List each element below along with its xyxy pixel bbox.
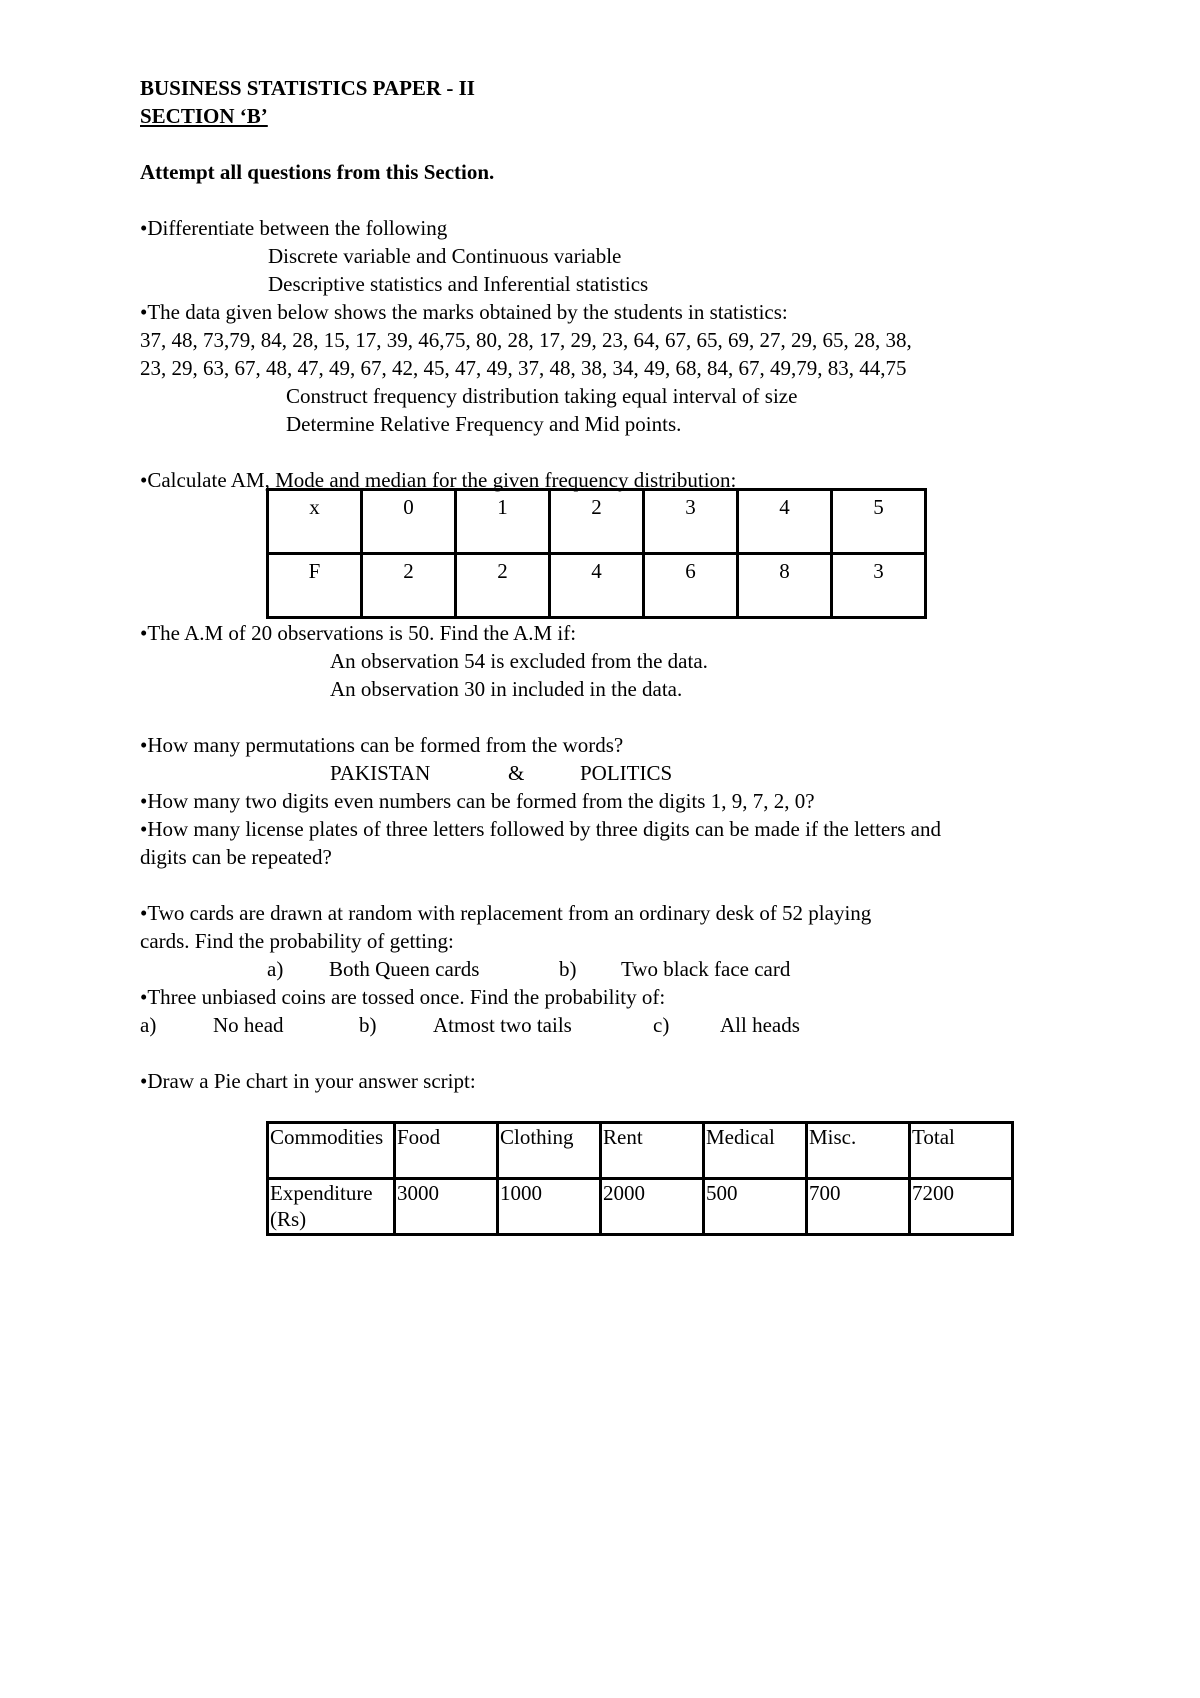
option-label: c): [653, 1013, 670, 1037]
question-2-item-2: Determine Relative Frequency and Mid points.: [286, 412, 682, 436]
section-title: SECTION ‘B’: [140, 104, 268, 128]
table-row: [268, 1123, 1013, 1179]
table-cell: 1000: [498, 1179, 601, 1235]
instruction: Attempt all questions from this Section.: [140, 160, 495, 184]
table-cell: 2: [550, 490, 644, 554]
question-4: •The A.M of 20 observations is 50. Find the A.M if:: [140, 621, 577, 645]
question-3: •Calculate AM, Mode and median for the given frequency distribution:: [140, 468, 737, 492]
table-cell: 2000: [601, 1179, 704, 1235]
table-row: [268, 490, 926, 554]
table-cell: 700: [807, 1179, 910, 1235]
question-10: •Draw a Pie chart in your answer script:: [140, 1069, 476, 1093]
question-5: •How many permutations can be formed from the words?: [140, 733, 624, 757]
question-2-data-line-1: 37, 48, 73,79, 84, 28, 15, 17, 39, 46,75, 80, 28, 17, 29, 23, 64, 67, 65, 69, 27, 29, 65, 28, 38,: [140, 328, 912, 352]
table-cell: 6: [644, 554, 738, 618]
option-label: a): [267, 957, 284, 981]
expenditure-table: [266, 1121, 1014, 1236]
option-text: Two black face card: [621, 957, 791, 981]
table-cell: 3: [644, 490, 738, 554]
table-cell: 0: [362, 490, 456, 554]
table-cell: 3: [832, 554, 926, 618]
table-cell: Rent: [601, 1123, 704, 1179]
table-cell: Clothing: [498, 1123, 601, 1179]
option-label: b): [359, 1013, 377, 1037]
question-8-line-2: cards. Find the probability of getting:: [140, 929, 454, 953]
question-4-item-1: An observation 54 is excluded from the data.: [330, 649, 708, 673]
table-row: [268, 554, 926, 618]
table-cell: 8: [738, 554, 832, 618]
ampersand: &: [508, 761, 525, 785]
question-2-item-1: Construct frequency distribution taking equal interval of size: [286, 384, 798, 408]
frequency-table: [266, 488, 927, 619]
paper-title: BUSINESS STATISTICS PAPER - II: [140, 76, 475, 100]
question-7-line-1: •How many license plates of three letters followed by three digits can be made if the letters and: [140, 817, 941, 841]
option-label: a): [140, 1013, 157, 1037]
table-cell: Food: [395, 1123, 498, 1179]
table-cell: 7200: [910, 1179, 1013, 1235]
question-2-data-line-2: 23, 29, 63, 67, 48, 47, 49, 67, 42, 45, 47, 49, 37, 48, 38, 34, 49, 68, 84, 67, 49,79, 83, 44,75: [140, 356, 907, 380]
question-8-line-1: •Two cards are drawn at random with replacement from an ordinary desk of 52 playing: [140, 901, 872, 925]
option-label: b): [559, 957, 577, 981]
option-text: No head: [213, 1013, 284, 1037]
table-row: [268, 1179, 1013, 1235]
option-text: Atmost two tails: [433, 1013, 572, 1037]
table-cell: 500: [704, 1179, 807, 1235]
table-cell: 4: [738, 490, 832, 554]
table-cell: Expenditure (Rs): [268, 1179, 395, 1235]
question-8-options: [140, 955, 1080, 983]
table-cell: F: [268, 554, 362, 618]
table-cell: Commodities: [268, 1123, 395, 1179]
table-cell: x: [268, 490, 362, 554]
table-cell: Misc.: [807, 1123, 910, 1179]
table-cell: 4: [550, 554, 644, 618]
question-1: •Differentiate between the following: [140, 216, 448, 240]
question-2: •The data given below shows the marks obtained by the students in statistics:: [140, 300, 788, 324]
question-4-item-2: An observation 30 in included in the data.: [330, 677, 683, 701]
table-cell: 5: [832, 490, 926, 554]
option-text: Both Queen cards: [329, 957, 480, 981]
word-pakistan: PAKISTAN: [330, 761, 431, 785]
question-9-options: [140, 1011, 1080, 1039]
table-cell: 2: [362, 554, 456, 618]
table-cell: Total: [910, 1123, 1013, 1179]
question-1-item-1: Discrete variable and Continuous variable: [268, 244, 622, 268]
word-politics: POLITICS: [580, 761, 673, 785]
question-6: •How many two digits even numbers can be formed from the digits 1, 9, 7, 2, 0?: [140, 789, 815, 813]
table-cell: Medical: [704, 1123, 807, 1179]
question-9: •Three unbiased coins are tossed once. Find the probability of:: [140, 985, 666, 1009]
question-7-line-2: digits can be repeated?: [140, 845, 332, 869]
table-cell: 3000: [395, 1179, 498, 1235]
question-5-words: [140, 759, 1080, 787]
table-cell: 2: [456, 554, 550, 618]
table-cell: 1: [456, 490, 550, 554]
option-text: All heads: [720, 1013, 800, 1037]
question-1-item-2: Descriptive statistics and Inferential statistics: [268, 272, 649, 296]
exam-content: [140, 74, 1080, 1236]
